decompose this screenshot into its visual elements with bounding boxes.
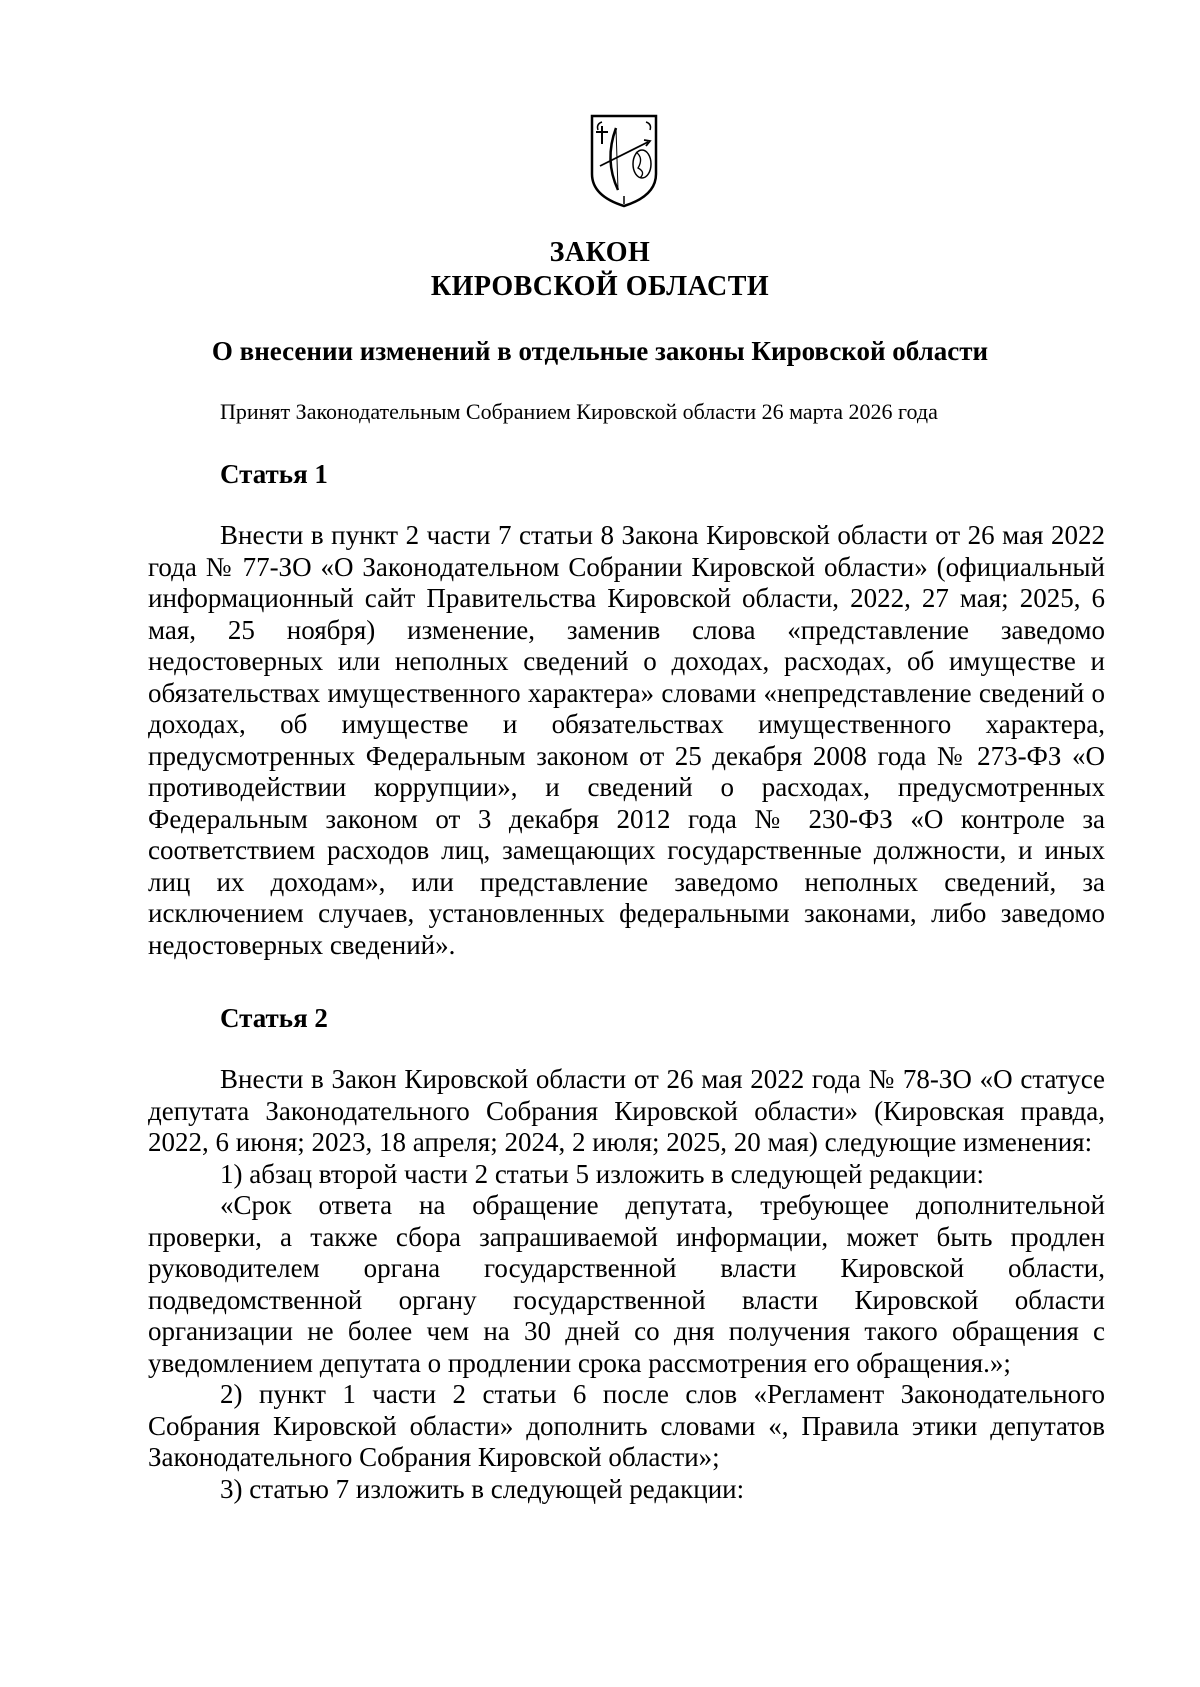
article-2-item-3: 3) статью 7 изложить в следующей редакции:	[220, 1473, 745, 1504]
article-1-paragraph: Внести в пункт 2 части 7 статьи 8 Закона Кировской области от 26 мая 2022 года № 77-ЗО «О Законодательном Собрании Кировской области» (официальный информационный сайт Правительства Кировской области, 2022, 27 мая; 2025, 6 мая, 25 ноября) изменение, заменив слова «представление заведомо недостоверных или неполных сведений о доходах, расходах, об имуществе и обязательствах имущественного характера» словами «непредставление сведений о доходах, об имуществе и обязательствах имущественного характера, предусмотренных Федеральным законом от 25 декабря 2008 года № 273-ФЗ «О противодействии коррупции», и сведений о расходах, предусмотренных Федеральным законом от 3 декабря 2012 года № 230-ФЗ «О контроле за соответствием расходов лиц, замещающих государственные должности, и иных лиц их доходам», или представление заведомо неполных сведений, за исключением случаев, установленных федеральными законами, либо заведомо недостоверных сведений».	[148, 520, 1105, 960]
article-2-quoted-text: «Срок ответа на обращение депутата, требующее дополнительной проверки, а также сбора запрашиваемой информации, может быть продлен руководителем органа государственной власти Кировской области, подведомственной органу государственной власти Кировской области организации не более чем на 30 дней со дня получения такого обращения с уведомлением депутата о продлении срока рассмотрения его обращения.»;	[148, 1190, 1105, 1378]
article-2-paragraph: Внести в Закон Кировской области от 26 мая 2022 года № 78-ЗО «О статусе депутата Законодательного Собрания Кировской области» (Кировская правда, 2022, 6 июня; 2023, 18 апреля; 2024, 2 июля; 2025, 20 мая) следующие изменения:	[148, 1064, 1105, 1157]
article-2-item-2: 2) пункт 1 части 2 статьи 6 после слов «Регламент Законодательного Собрания Кировской области» дополнить словами «, Правила этики депутатов Законодательного Собрания Кировской области»;	[148, 1379, 1105, 1472]
adoption-statement: Принят Законодательным Собранием Кировской области 26 марта 2026 года	[220, 399, 938, 424]
law-subject: О внесении изменений в отдельные законы Кировской области	[211, 336, 989, 366]
article-2-item-1: 1) абзац второй части 2 статьи 5 изложить в следующей редакции:	[220, 1158, 984, 1189]
law-title-line1: ЗАКОН	[549, 237, 651, 268]
article-1-body	[148, 520, 1105, 961]
coat-of-arms-emblem	[588, 112, 660, 210]
article-1-heading: Статья 1	[220, 459, 328, 489]
article-2-body	[148, 1064, 1105, 1505]
article-2-heading: Статья 2	[220, 1003, 328, 1033]
law-title-line2: КИРОВСКОЙ ОБЛАСТИ	[430, 271, 770, 302]
